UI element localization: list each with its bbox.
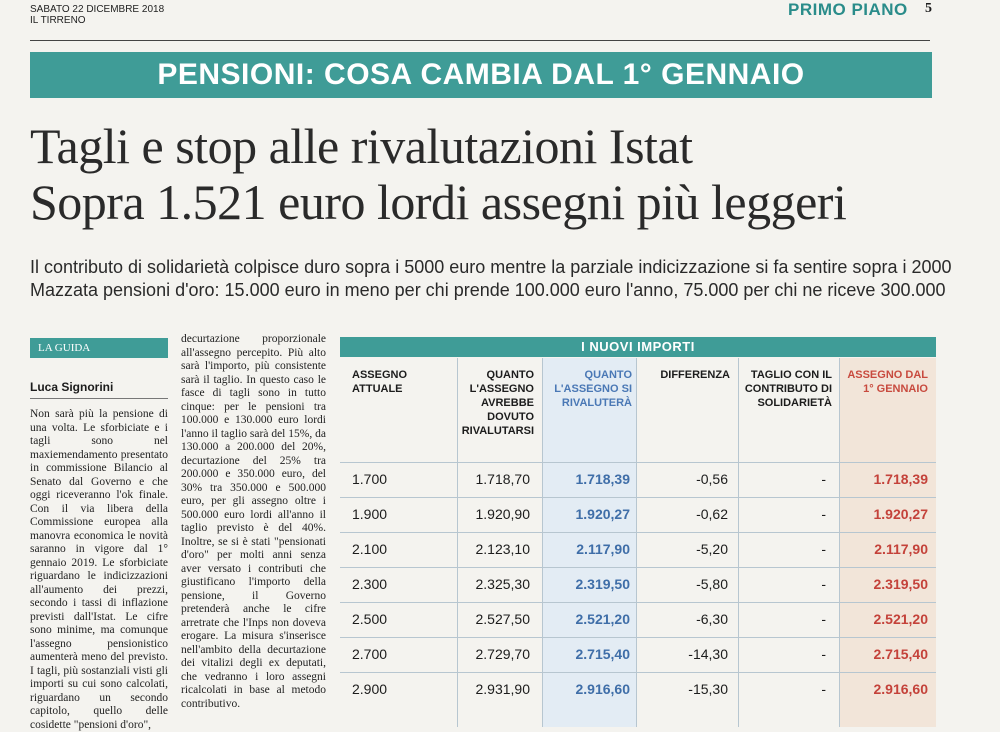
cell-differenza: -14,30 bbox=[688, 646, 728, 662]
table-row bbox=[340, 637, 936, 672]
cell-gennaio: 1.920,27 bbox=[873, 506, 928, 522]
cell-dovuto: 1.920,90 bbox=[475, 506, 530, 522]
header-differenza: DIFFERENZA bbox=[660, 369, 730, 381]
cell-differenza: -5,80 bbox=[696, 576, 728, 592]
amounts-table bbox=[340, 358, 936, 727]
masthead-rule bbox=[30, 40, 930, 41]
cell-differenza: -15,30 bbox=[688, 681, 728, 697]
cell-differenza: -0,62 bbox=[696, 506, 728, 522]
header-quanto-dovuto: QUANTO L'ASSEGNO AVREBBE DOVUTO RIVALUTARSI bbox=[461, 369, 534, 437]
cell-dovuto: 2.527,50 bbox=[475, 611, 530, 627]
table-row bbox=[340, 462, 936, 497]
cell-taglio: - bbox=[821, 541, 826, 557]
table-row bbox=[340, 567, 936, 602]
table-title: I NUOVI IMPORTI bbox=[340, 337, 936, 357]
cell-rivalutera: 2.916,60 bbox=[575, 681, 630, 697]
cell-gennaio: 2.117,90 bbox=[874, 541, 928, 557]
cell-dovuto: 2.123,10 bbox=[475, 541, 530, 557]
cell-gennaio: 2.521,20 bbox=[873, 611, 928, 627]
guide-tag: LA GUIDA bbox=[30, 338, 168, 358]
table-row bbox=[340, 602, 936, 637]
header-taglio: TAGLIO CON IL CONTRIBUTO DI SOLIDARIETÀ bbox=[744, 369, 832, 409]
cell-taglio: - bbox=[821, 506, 826, 522]
cell-attuale: 1.900 bbox=[352, 506, 388, 522]
page-number: 5 bbox=[925, 1, 932, 16]
cell-dovuto: 2.325,30 bbox=[475, 576, 530, 592]
cell-rivalutera: 2.117,90 bbox=[576, 541, 630, 557]
cell-gennaio: 1.718,39 bbox=[873, 471, 928, 487]
author-byline: Luca Signorini bbox=[30, 380, 114, 394]
cell-rivalutera: 2.715,40 bbox=[575, 646, 630, 662]
subhead-line-2: Mazzata pensioni d'oro: 15.000 euro in meno per chi prende 100.000 euro l'anno, 75.000 per chi ne riceve 300.000 bbox=[30, 280, 946, 300]
cell-dovuto: 1.718,70 bbox=[475, 471, 530, 487]
issue-date: SABATO 22 DICEMBRE 2018 bbox=[30, 4, 165, 15]
cell-attuale: 1.700 bbox=[352, 471, 388, 487]
cell-taglio: - bbox=[821, 471, 826, 487]
subhead-line-1: Il contributo di solidarietà colpisce duro sopra i 5000 euro mentre la parziale indicizzazione si fa sentire sopra i 2000 bbox=[30, 257, 952, 277]
topic-banner: PENSIONI: COSA CAMBIA DAL 1° GENNAIO bbox=[30, 52, 932, 98]
cell-differenza: -0,56 bbox=[696, 471, 728, 487]
cell-attuale: 2.300 bbox=[352, 576, 388, 592]
cell-attuale: 2.500 bbox=[352, 611, 388, 627]
cell-attuale: 2.900 bbox=[352, 681, 388, 697]
subheadline bbox=[30, 256, 970, 302]
table-row bbox=[340, 532, 936, 567]
headline-line-2: Sopra 1.521 euro lordi assegni più leggeri bbox=[30, 174, 847, 230]
cell-gennaio: 2.916,60 bbox=[873, 681, 928, 697]
header-quanto-rivalutera: QUANTO L'ASSEGNO SI RIVALUTERÀ bbox=[554, 369, 632, 409]
cell-taglio: - bbox=[821, 576, 826, 592]
headline-line-1: Tagli e stop alle rivalutazioni Istat bbox=[30, 118, 693, 174]
table-row bbox=[340, 497, 936, 532]
section-label: PRIMO PIANO bbox=[788, 0, 908, 19]
article-column-2: decurtazione proporzionale all'assegno percepito. Più alto sarà l'importo, più consistente sarà il taglio. In questo caso le fasce di tagli sono in tutto cinque: per le pensioni tra 100.000 e 130.000 euro lordi l'anno il taglio sarà del 15%, da 130.000 a 200.000 del 20%, decurtazione del 25% tra 200.000 e 350.000 euro, del 30% tra 350.000 e 500.000 euro, per gli assegno oltre i 500.000 euro lordi all'anno il taglio previsto è del 40%. Inoltre, se si è stati "pensionati d'oro" per molti anni senza aver versato i contributi che giustificano l'importo della pensione, il Governo pretenderà anche le cifre arretrate che l'Inps non doveva erogare. La misura s'inserisce nell'ambito della decurtazione dei vitalizi degli ex deputati, che vedranno i loro assegni ricalcolati in base al metodo contributivo. bbox=[181, 333, 326, 710]
byline-rule bbox=[30, 398, 168, 399]
cell-rivalutera: 2.319,50 bbox=[575, 576, 630, 592]
cell-rivalutera: 1.718,39 bbox=[575, 471, 630, 487]
cell-rivalutera: 2.521,20 bbox=[575, 611, 630, 627]
header-assegno-attuale: ASSEGNO ATTUALE bbox=[352, 369, 408, 395]
header-assegno-gennaio: ASSEGNO DAL 1° GENNAIO bbox=[847, 369, 928, 395]
cell-attuale: 2.700 bbox=[352, 646, 388, 662]
cell-rivalutera: 1.920,27 bbox=[575, 506, 630, 522]
cell-taglio: - bbox=[821, 611, 826, 627]
cell-taglio: - bbox=[821, 681, 826, 697]
cell-dovuto: 2.729,70 bbox=[475, 646, 530, 662]
table-row bbox=[340, 672, 936, 707]
article-column-1: Non sarà più la pensione di una volta. Le sforbiciate e i tagli sono nel maxiemendamento presentato in commissione Bilancio al Senato dal Governo e che oggi riceveranno l'ok finale. Con il via libera della Commissione europea alla manovra economica le novità saranno in vigore dal 1° gennaio 2019. Le sforbiciate riguardano le indicizzazioni all'aumento dei prezzi, secondo i tassi di inflazione previsti dall'Istat. Le cifre sono minime, ma comunque l'assegno pensionistico aumenterà meno del previsto. I tagli, più sostanziali visti gli importi su cui sono calcolati, riguardano un secondo capitolo, quello delle cosidette "pensioni d'oro", bbox=[30, 408, 168, 731]
newspaper-name: IL TIRRENO bbox=[30, 15, 86, 26]
cell-gennaio: 2.715,40 bbox=[873, 646, 928, 662]
cell-differenza: -5,20 bbox=[696, 541, 728, 557]
cell-dovuto: 2.931,90 bbox=[475, 681, 530, 697]
headline bbox=[30, 118, 970, 230]
masthead-left bbox=[30, 4, 164, 26]
cell-attuale: 2.100 bbox=[352, 541, 388, 557]
cell-differenza: -6,30 bbox=[696, 611, 728, 627]
cell-taglio: - bbox=[821, 646, 826, 662]
cell-gennaio: 2.319,50 bbox=[873, 576, 928, 592]
